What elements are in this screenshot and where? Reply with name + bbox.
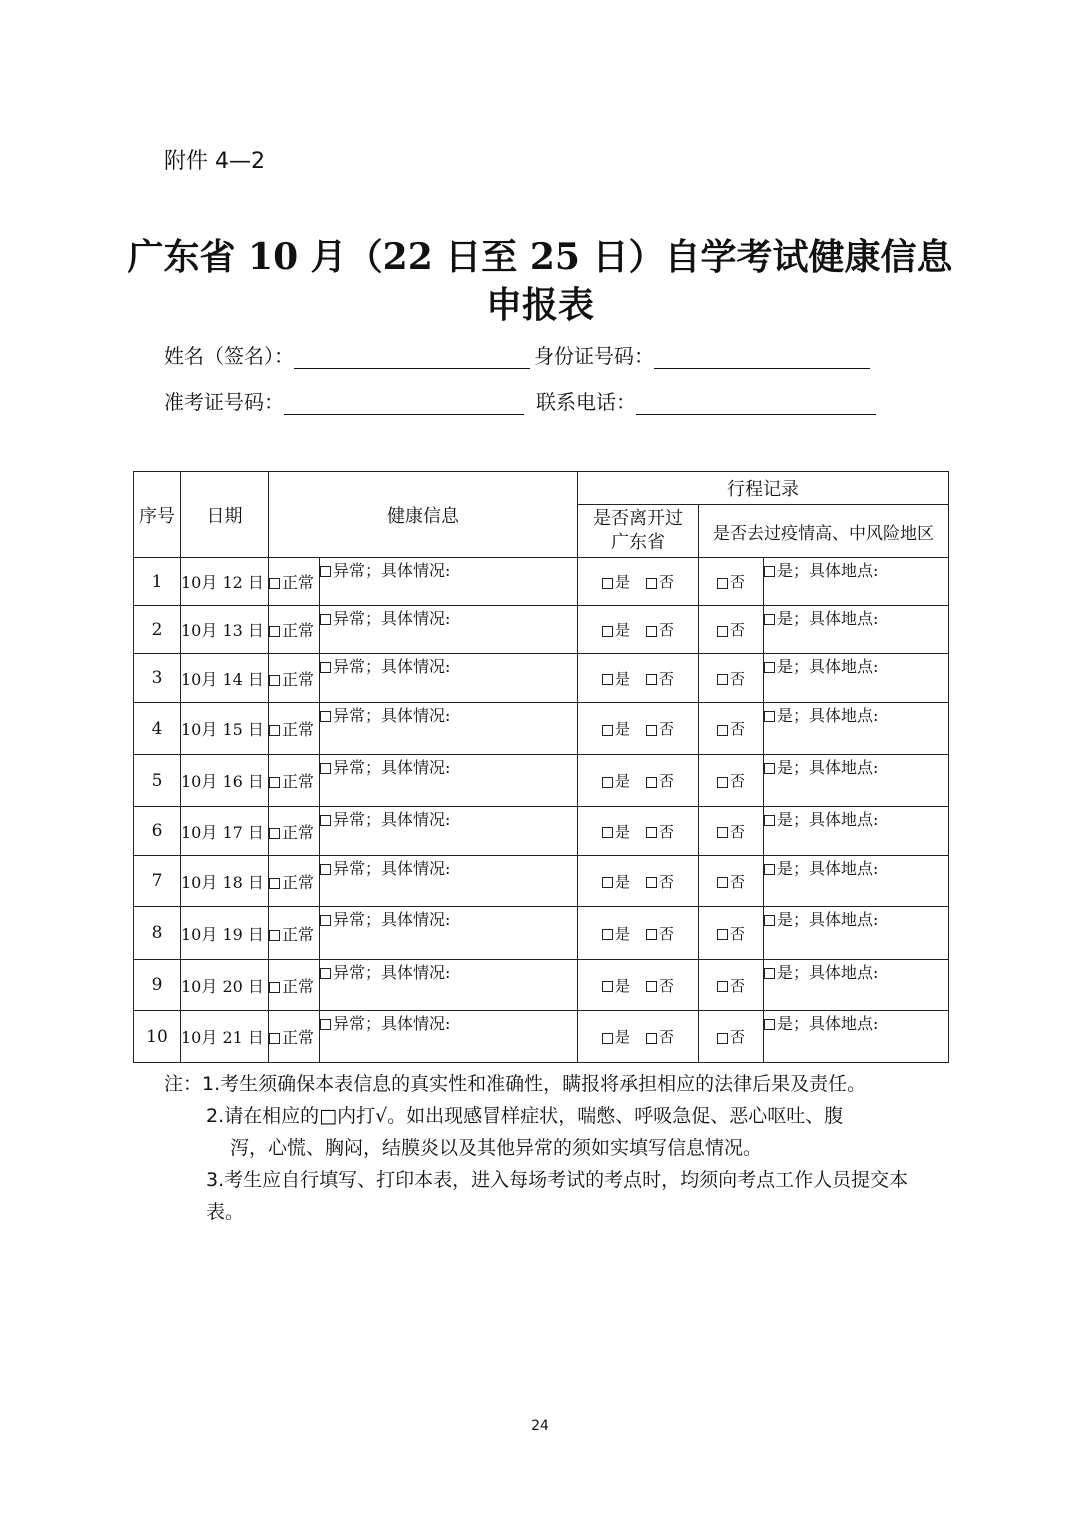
risk-no-option[interactable]: 否 [699,1011,764,1063]
abnormal-option[interactable]: 异常；具体情况: [320,960,578,1011]
checkbox-icon[interactable] [717,626,728,637]
checkbox-icon[interactable] [646,1033,657,1044]
abnormal-option[interactable]: 异常；具体情况: [320,654,578,703]
checkbox-icon[interactable] [764,763,775,774]
checkbox-icon[interactable] [602,1033,613,1044]
risk-no-option[interactable]: 否 [699,703,764,755]
checkbox-icon[interactable] [717,827,728,838]
phone-field[interactable] [636,394,876,415]
id-number-field[interactable] [654,348,870,369]
risk-yes-place-option[interactable]: 是；具体地点: [764,606,949,654]
row-seq: 10 [134,1011,181,1063]
checkbox-icon[interactable] [320,864,331,875]
row-date: 10月 15 日 [181,703,269,755]
no-option[interactable]: 否 [646,873,674,891]
normal-option[interactable]: 正常 [269,907,320,960]
risk-no-option[interactable]: 否 [699,807,764,856]
table-row [134,703,949,755]
note-1: 注：1.考生须确保本表信息的真实性和准确性，瞒报将承担相应的法律后果及责任。 [164,1073,867,1095]
no-option[interactable]: 否 [646,720,674,738]
admission-number-label: 准考证号码： [164,390,284,414]
row-date: 10月 12 日 [181,558,269,606]
risk-no-option[interactable]: 否 [699,907,764,960]
left-guangdong-options[interactable] [578,1011,699,1063]
left-guangdong-options[interactable] [578,807,699,856]
row-date: 10月 18 日 [181,856,269,907]
row-date: 10月 21 日 [181,1011,269,1063]
attachment-label: 附件 4—2 [164,149,265,174]
admission-phone-row [164,386,876,415]
checkbox-icon[interactable] [602,929,613,940]
yes-option[interactable]: 是 [602,670,630,688]
checkbox-icon[interactable] [269,982,280,993]
left-guangdong-options[interactable] [578,907,699,960]
header-date: 日期 [181,472,269,558]
checkbox-icon[interactable] [269,878,280,889]
risk-yes-place-option[interactable]: 是；具体地点: [764,755,949,807]
table-row [134,558,949,606]
health-declaration-table [133,471,949,1063]
yes-option[interactable]: 是 [602,1028,630,1046]
checkbox-icon[interactable] [269,725,280,736]
no-option[interactable]: 否 [646,573,674,591]
yes-option[interactable]: 是 [602,573,630,591]
note-3: 3.考生应自行填写、打印本表，进入每场考试的考点时，均须向考点工作人员提交本表。 [206,1169,909,1223]
no-option[interactable]: 否 [646,977,674,995]
abnormal-option[interactable]: 异常；具体情况: [320,807,578,856]
row-date: 10月 17 日 [181,807,269,856]
checkbox-icon[interactable] [646,578,657,589]
row-seq: 9 [134,960,181,1011]
row-seq: 5 [134,755,181,807]
normal-option[interactable]: 正常 [269,856,320,907]
checkbox-icon[interactable] [269,777,280,788]
checkbox-icon[interactable] [269,675,280,686]
row-date: 10月 14 日 [181,654,269,703]
row-seq: 7 [134,856,181,907]
form-title-line1: 广东省 10 月（22 日至 25 日）自学考试健康信息 [127,236,953,278]
row-date: 10月 20 日 [181,960,269,1011]
risk-yes-place-option[interactable]: 是；具体地点: [764,558,949,606]
no-option[interactable]: 否 [646,925,674,943]
checkbox-icon[interactable] [602,981,613,992]
checkbox-icon[interactable] [320,662,331,673]
checkbox-icon[interactable] [320,763,331,774]
normal-option[interactable]: 正常 [269,606,320,654]
name-id-row [164,340,870,369]
abnormal-option[interactable]: 异常；具体情况: [320,856,578,907]
checkbox-icon[interactable] [764,1019,775,1030]
risk-yes-place-option[interactable]: 是；具体地点: [764,654,949,703]
risk-yes-place-option[interactable]: 是；具体地点: [764,907,949,960]
row-seq: 4 [134,703,181,755]
checkbox-icon[interactable] [602,777,613,788]
checkbox-icon[interactable] [646,827,657,838]
normal-option[interactable]: 正常 [269,703,320,755]
checkbox-icon[interactable] [320,566,331,577]
table-row [134,960,949,1011]
risk-yes-place-option[interactable]: 是；具体地点: [764,703,949,755]
checkbox-icon[interactable] [717,1033,728,1044]
checkbox-icon[interactable] [602,827,613,838]
row-seq: 1 [134,558,181,606]
no-option[interactable]: 否 [646,772,674,790]
risk-no-option[interactable]: 否 [699,654,764,703]
checkbox-icon[interactable] [602,578,613,589]
left-guangdong-options[interactable] [578,654,699,703]
normal-option[interactable]: 正常 [269,654,320,703]
risk-no-option[interactable]: 否 [699,960,764,1011]
table-row [134,907,949,960]
normal-option[interactable]: 正常 [269,755,320,807]
abnormal-option[interactable]: 异常；具体情况: [320,558,578,606]
checkbox-icon[interactable] [602,674,613,685]
checkbox-icon[interactable] [764,711,775,722]
row-date: 10月 19 日 [181,907,269,960]
header-seq: 序号 [134,472,181,558]
note-2-line2: 泻，心慌、胸闷，结膜炎以及其他异常的须如实填写信息情况。 [230,1137,763,1159]
no-option[interactable]: 否 [646,1028,674,1046]
yes-option[interactable]: 是 [602,720,630,738]
no-option[interactable]: 否 [646,621,674,639]
note-2 [164,1100,924,1164]
yes-option[interactable]: 是 [602,772,630,790]
risk-no-option[interactable]: 否 [699,558,764,606]
checkbox-icon[interactable] [269,578,280,589]
checkbox-icon[interactable] [320,968,331,979]
checkbox-icon[interactable] [717,877,728,888]
table-row [134,654,949,703]
page-number: 24 [531,1418,549,1434]
checkbox-icon[interactable] [717,777,728,788]
table-row [134,1011,949,1063]
header-health: 健康信息 [269,472,578,558]
yes-option[interactable]: 是 [602,823,630,841]
abnormal-option[interactable]: 异常；具体情况: [320,606,578,654]
abnormal-option[interactable]: 异常；具体情况: [320,755,578,807]
name-field[interactable] [294,348,530,369]
checkbox-icon[interactable] [269,930,280,941]
abnormal-option[interactable]: 异常；具体情况: [320,1011,578,1063]
note-2-line1: 2.请在相应的□内打√。如出现感冒样症状，喘憋、呼吸急促、恶心呕吐、腹 [206,1105,844,1127]
row-date: 10月 13 日 [181,606,269,654]
table-row [134,807,949,856]
checkbox-icon[interactable] [320,915,331,926]
checkbox-icon[interactable] [269,626,280,637]
yes-option[interactable]: 是 [602,925,630,943]
yes-option[interactable]: 是 [602,873,630,891]
checkbox-icon[interactable] [646,674,657,685]
abnormal-option[interactable]: 异常；具体情况: [320,907,578,960]
risk-yes-place-option[interactable]: 是；具体地点: [764,807,949,856]
row-seq: 8 [134,907,181,960]
checkbox-icon[interactable] [717,578,728,589]
left-guangdong-options[interactable] [578,606,699,654]
admission-number-field[interactable] [284,394,524,415]
row-seq: 3 [134,654,181,703]
checkbox-icon[interactable] [717,981,728,992]
risk-no-option[interactable]: 否 [699,606,764,654]
header-itinerary: 行程记录 [578,472,949,505]
checkbox-icon[interactable] [646,877,657,888]
table-row [134,856,949,907]
table-row [134,755,949,807]
left-guangdong-options[interactable] [578,960,699,1011]
checkbox-icon[interactable] [646,626,657,637]
no-option[interactable]: 否 [646,670,674,688]
checkbox-icon[interactable] [320,614,331,625]
header-risk-area: 是否去过疫情高、中风险地区 [699,505,949,558]
header-left-guangdong: 是否离开过广东省 [578,505,699,558]
risk-no-option[interactable]: 否 [699,755,764,807]
yes-option[interactable]: 是 [602,621,630,639]
checkbox-icon[interactable] [646,981,657,992]
checkbox-icon[interactable] [764,864,775,875]
checkbox-icon[interactable] [269,1033,280,1044]
checkbox-icon[interactable] [764,614,775,625]
checkbox-icon[interactable] [764,662,775,673]
checkbox-icon[interactable] [602,725,613,736]
checkbox-icon[interactable] [717,725,728,736]
row-seq: 6 [134,807,181,856]
normal-option[interactable]: 正常 [269,1011,320,1063]
checkbox-icon[interactable] [646,725,657,736]
form-title-line2: 申报表 [485,284,594,326]
row-date: 10月 16 日 [181,755,269,807]
checkbox-icon[interactable] [717,674,728,685]
left-guangdong-options[interactable] [578,703,699,755]
risk-yes-place-option[interactable]: 是；具体地点: [764,856,949,907]
checkbox-icon[interactable] [602,626,613,637]
normal-option[interactable]: 正常 [269,558,320,606]
checkbox-icon[interactable] [646,777,657,788]
row-seq: 2 [134,606,181,654]
left-guangdong-options[interactable] [578,755,699,807]
risk-yes-place-option[interactable]: 是；具体地点: [764,960,949,1011]
checkbox-icon[interactable] [764,915,775,926]
risk-no-option[interactable]: 否 [699,856,764,907]
name-label: 姓名（签名）： [164,344,294,368]
abnormal-option[interactable]: 异常；具体情况: [320,703,578,755]
checkbox-icon[interactable] [269,828,280,839]
left-guangdong-options[interactable] [578,856,699,907]
yes-option[interactable]: 是 [602,977,630,995]
id-number-label: 身份证号码： [534,344,654,368]
normal-option[interactable]: 正常 [269,960,320,1011]
phone-label: 联系电话： [536,390,636,414]
table-row [134,606,949,654]
checkbox-icon[interactable] [320,815,331,826]
checkbox-icon[interactable] [602,877,613,888]
checkbox-icon[interactable] [764,968,775,979]
checkbox-icon[interactable] [717,929,728,940]
checkbox-icon[interactable] [320,711,331,722]
left-guangdong-options[interactable] [578,558,699,606]
checkbox-icon[interactable] [320,1019,331,1030]
notes-section [164,1068,924,1228]
normal-option[interactable]: 正常 [269,807,320,856]
no-option[interactable]: 否 [646,823,674,841]
checkbox-icon[interactable] [646,929,657,940]
risk-yes-place-option[interactable]: 是；具体地点: [764,1011,949,1063]
checkbox-icon[interactable] [764,566,775,577]
checkbox-icon[interactable] [764,815,775,826]
